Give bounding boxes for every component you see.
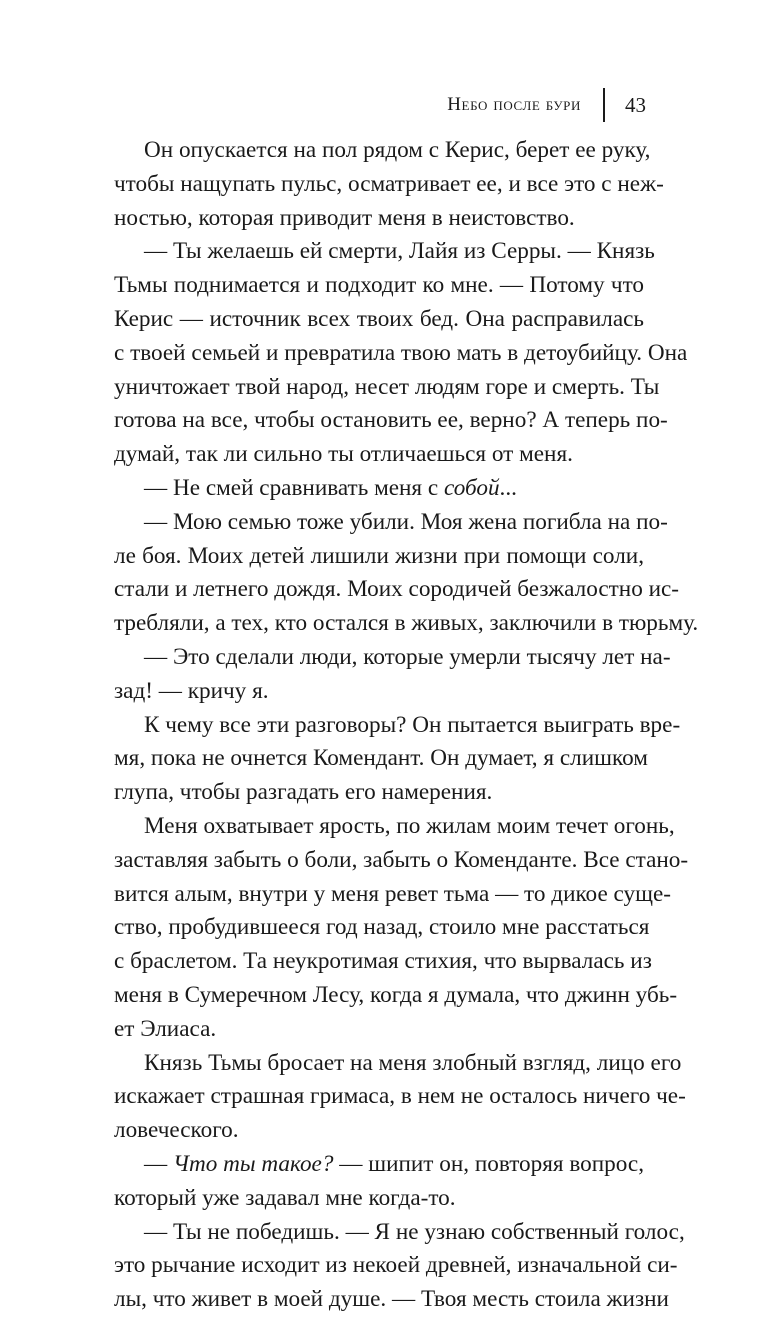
text-line: Тьмы поднимается и подходит ко мне. — Потому что xyxy=(114,272,644,299)
text-line: Он опускается на пол рядом с Керис, берет ее руку, xyxy=(144,137,651,163)
text-line: — Это сделали люди, которые умерли тысячу лет на- xyxy=(144,643,671,670)
page-header xyxy=(447,88,646,122)
body-text xyxy=(114,134,699,1317)
text-line: — Мою семью тоже убили. Моя жена погибла на по- xyxy=(144,508,668,535)
text-line: К чему все эти разговоры? Он пытается выиграть вре- xyxy=(144,711,681,738)
paragraph xyxy=(114,709,681,810)
text-line: чтобы нащупать пульс, осматривает ее, и все это с неж- xyxy=(114,170,664,197)
text-line: ностью, которая приводит меня в неистовство. xyxy=(114,204,575,231)
paragraph xyxy=(114,472,644,506)
text-line: который уже задавал мне когда-то. xyxy=(114,1184,456,1211)
text-run: — xyxy=(144,1150,173,1177)
text-line: глупа, чтобы разгадать его намерения. xyxy=(114,779,493,806)
text-line: вится алым, внутри у меня ревет тьма — то дикое суще- xyxy=(114,880,671,907)
text-run: — шипит он, повторяя вопрос, xyxy=(333,1150,645,1177)
text-line xyxy=(114,472,644,506)
text-line: уничтожает твой народ, несет людям горе и смерть. Ты xyxy=(114,373,660,400)
text-run: ... xyxy=(499,474,517,501)
paragraph xyxy=(114,1216,685,1317)
text-line: лы, что живет в моей душе. — Твоя месть стоила жизни xyxy=(114,1286,669,1313)
text-line: готова на все, чтобы остановить ее, верно? А теперь по- xyxy=(114,407,668,434)
text-run: — Не смей сравнивать меня с xyxy=(144,474,444,501)
text-line: с браслетом. Та неукротимая стихия, что вырвалась из xyxy=(114,948,652,975)
text-line: это рычание исходит из некоей древней, изначальной си- xyxy=(114,1252,678,1279)
paragraph xyxy=(114,641,671,709)
text-line: — Ты желаешь ей смерти, Лайя из Серры. — Князь xyxy=(144,238,655,265)
text-line: Князь Тьмы бросает на меня злобный взгляд, лицо его xyxy=(144,1049,682,1076)
text-line: ле боя. Моих детей лишили жизни при помощи соли, xyxy=(114,542,644,569)
text-line: — Ты не победишь. — Я не узнаю собственный голос, xyxy=(144,1218,685,1245)
paragraph xyxy=(114,506,699,641)
italic-text: собой xyxy=(444,474,500,501)
paragraph xyxy=(114,810,689,1047)
page-number: 43 xyxy=(625,92,646,117)
paragraph xyxy=(114,134,664,235)
text-line: ловеческого. xyxy=(114,1117,239,1144)
paragraph xyxy=(114,235,688,472)
text-line: Керис — источник всех твоих бед. Она расправилась xyxy=(114,305,644,332)
text-line: с твоей семьей и превратила твою мать в детоубийцу. Она xyxy=(114,339,688,366)
running-title: Небо после бури xyxy=(447,94,581,115)
text-line: зад! — кричу я. xyxy=(114,677,269,704)
text-line: меня в Сумеречном Лесу, когда я думала, что джинн убь- xyxy=(114,981,678,1008)
text-line: ство, пробудившееся год назад, стоило мне расстаться xyxy=(114,914,650,941)
text-line: Меня охватывает ярость, по жилам моим течет огонь, xyxy=(144,812,675,839)
text-line: мя, пока не очнется Комендант. Он думает, я слишком xyxy=(114,745,648,772)
italic-text: Что ты такое? xyxy=(173,1150,334,1177)
text-line: ет Элиаса. xyxy=(114,1015,217,1042)
text-line: требляли, а тех, кто остался в живых, заключили в тюрьму. xyxy=(114,610,699,637)
text-line: думай, так ли сильно ты отличаешься от меня. xyxy=(114,441,573,468)
paragraph xyxy=(114,1047,686,1148)
text-line xyxy=(114,1148,644,1182)
text-line: заставляя забыть о боли, забыть о Коменданте. Все стано- xyxy=(114,846,689,873)
text-line: стали и летнего дождя. Моих сородичей безжалостно ис- xyxy=(114,576,680,603)
text-line: искажает страшная гримаса, в нем не осталось ничего че- xyxy=(114,1083,686,1110)
header-divider xyxy=(603,88,605,122)
paragraph xyxy=(114,1148,644,1216)
